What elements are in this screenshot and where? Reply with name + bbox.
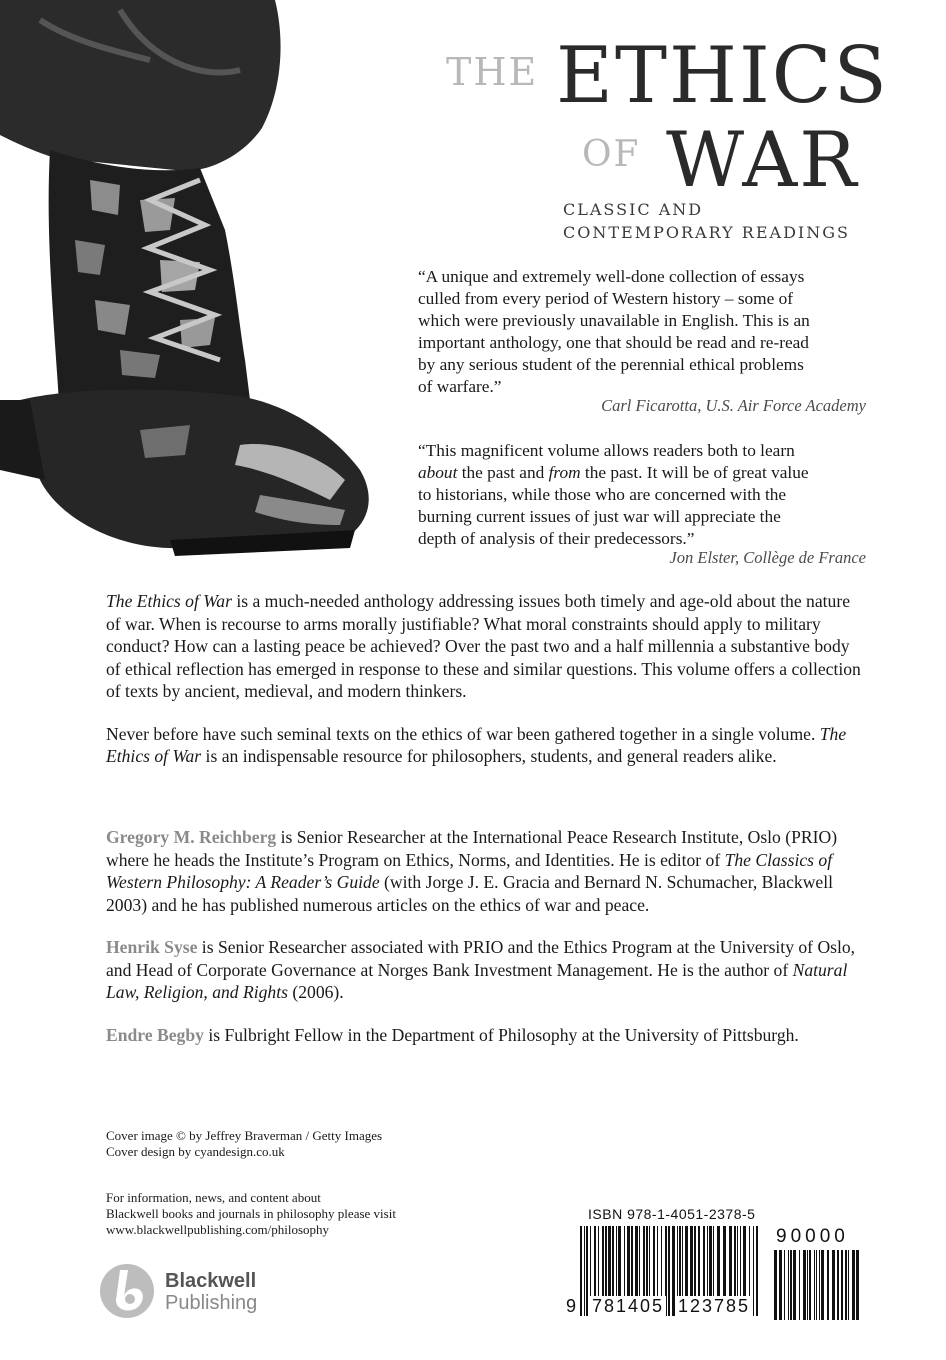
barcode-digits-right: 123785: [678, 1296, 751, 1316]
quote-1-line: “A unique and extremely well-done collection of essays: [418, 267, 805, 286]
barcode-bar: [845, 1250, 847, 1320]
description-text: is a much-needed anthology addressing issues both timely and age-old about the nature of war. When is recourse to arms morally justifiable? What moral constraints should apply to military conduct? How can a lasting peace be achieved? Over the past two and a half millennia a substantive body of ethical reflection has emerged in response to these and similar questions. This volume offers a collection of texts by ancient, medieval, and modern thinkers.: [106, 591, 861, 701]
author-bio-text: (2006).: [287, 982, 344, 1002]
barcode-bar: [841, 1250, 843, 1320]
title-war: WAR: [666, 115, 859, 204]
quote-2: [418, 440, 888, 550]
cover-credits: [106, 1128, 382, 1160]
barcode-bar: [837, 1250, 839, 1320]
barcode-bar: [784, 1250, 785, 1320]
barcode-bar: [790, 1250, 792, 1320]
quote-1-line: culled from every period of Western history – some of: [418, 289, 794, 308]
barcode-bar: [774, 1250, 777, 1320]
quote-2-attribution: Jon Elster, Collège de France: [669, 548, 866, 567]
barcode-bar: [856, 1250, 859, 1320]
info-url: www.blackwellpublishing.com/philosophy: [106, 1222, 330, 1237]
description-paragraph-2: [106, 723, 866, 768]
description-paragraph-1: [106, 590, 866, 703]
barcode-bar: [821, 1250, 824, 1320]
quote-1-line: important anthology, one that should be read and re-read: [418, 333, 809, 352]
book-title-ref: The Ethics of War: [106, 591, 232, 611]
barcode-bar: [814, 1250, 815, 1320]
quote-1: [418, 266, 888, 398]
subtitle-line-1: CLASSIC AND: [563, 200, 704, 219]
author-bio-text: is Senior Researcher at the International Peace Research Institute, Oslo (PRIO) where he heads the Institute’s Program on Ethics, Norms, and Identities. He is editor of: [106, 827, 838, 870]
publisher-name-line-2: Publishing: [165, 1292, 258, 1314]
subtitle-line-2: CONTEMPORARY READINGS: [563, 223, 850, 242]
info-line: For information, news, and content about: [106, 1190, 321, 1205]
quote-1-line: of warfare.”: [418, 377, 502, 396]
title-ethics: ETHICS: [556, 31, 889, 121]
quote-1-line: by any serious student of the perennial ethical problems: [418, 355, 804, 374]
author-work-title: The Classics of Western Philosophy: A Reader’s Guide: [106, 849, 833, 892]
quote-2-text: the past and: [457, 463, 549, 482]
description-text: Never before have such seminal texts on the ethics of war been gathered together in a single volume.: [106, 723, 820, 744]
barcode-bar: [852, 1250, 855, 1320]
description-text: is an indispensable resource for philosophers, students, and general readers alike.: [201, 746, 777, 766]
blackwell-logo-icon: [98, 1262, 156, 1320]
cover-image-credit: Cover image © by Jeffrey Braverman / Getty Images: [106, 1128, 383, 1143]
quote-2-line: burning current issues of just war will appreciate the: [418, 507, 781, 526]
quote-1-line: which were previously unavailable in English. This is an: [418, 311, 810, 330]
quote-2-line: depth of analysis of their predecessors.”: [418, 529, 695, 548]
quote-2-text: the past. It will be of great value: [580, 463, 809, 482]
barcode-bar: [753, 1226, 754, 1316]
barcode-bar: [580, 1226, 582, 1316]
quote-2-emphasis: from: [548, 463, 581, 482]
barcode-bar: [672, 1226, 675, 1316]
barcode-bar: [807, 1250, 808, 1320]
author-bio-text: (with Jorge J. E. Gracia and Bernard N. Schumacher, Blackwell 2003) and he has published numerous articles on the ethics of war and peace.: [106, 872, 833, 915]
barcode-bar: [848, 1250, 849, 1320]
barcode-digits-left: 781405: [592, 1296, 665, 1316]
author-bio-text: is Fulbright Fellow in the Department of Philosophy at the University of Pittsburgh.: [203, 1024, 799, 1045]
publisher-name: [165, 1270, 257, 1314]
author-name: Henrik Syse: [106, 937, 198, 957]
publisher-info: [106, 1190, 396, 1238]
author-bio-syse: [106, 936, 866, 1004]
barcode-bar: [779, 1250, 782, 1320]
title-of: OF: [582, 134, 641, 175]
book-title-ref: The Ethics of War: [106, 723, 847, 766]
barcode-lead-digit: 9: [566, 1296, 579, 1316]
quote-1-attribution: Carl Ficarotta, U.S. Air Force Academy: [601, 396, 866, 415]
cover-boot-illustration: [0, 0, 380, 560]
barcode-bar: [819, 1250, 820, 1320]
author-name: Endre Begby: [106, 1024, 204, 1045]
barcode-bar: [832, 1250, 835, 1320]
author-bio-text: is Senior Researcher associated with PRIO and the Ethics Program at the University of Oslo, and Head of Corporate Governance at Norges Bank Investment Management. He is the author of: [106, 937, 856, 980]
barcode-bar: [809, 1250, 811, 1320]
price-code: 90000: [776, 1226, 849, 1247]
barcode-bar: [756, 1226, 758, 1316]
barcode-bar: [668, 1226, 670, 1316]
subtitle: [563, 198, 850, 244]
barcode-bar: [788, 1250, 789, 1320]
barcode-bar: [793, 1250, 796, 1320]
barcode-bar: [584, 1226, 585, 1316]
barcode-bar: [586, 1226, 588, 1316]
barcode-bar: [827, 1250, 829, 1320]
author-bio-begby: [106, 1024, 866, 1047]
author-bio-reichberg: [106, 826, 866, 916]
barcode-bar: [803, 1250, 806, 1320]
author-bios: [106, 826, 866, 1046]
cover-design-credit: Cover design by cyandesign.co.uk: [106, 1144, 285, 1159]
price-barcode: [774, 1250, 860, 1320]
author-work-title: Natural Law, Religion, and Rights: [106, 959, 848, 1002]
quote-2-line: to historians, while those who are concerned with the: [418, 485, 787, 504]
isbn-label: ISBN 978-1-4051-2378-5: [588, 1206, 756, 1222]
info-line: Blackwell books and journals in philosophy please visit: [106, 1206, 396, 1221]
quote-2-emphasis: about: [418, 463, 458, 482]
barcode-bar: [799, 1250, 800, 1320]
description: [106, 590, 866, 768]
publisher-name-line-1: Blackwell: [165, 1270, 257, 1292]
quote-2-line: “This magnificent volume allows readers both to learn: [418, 441, 795, 460]
author-name: Gregory M. Reichberg: [106, 827, 277, 847]
title-the: THE: [446, 50, 539, 94]
quote-2-line: [418, 462, 888, 484]
barcode-bar: [816, 1250, 817, 1320]
